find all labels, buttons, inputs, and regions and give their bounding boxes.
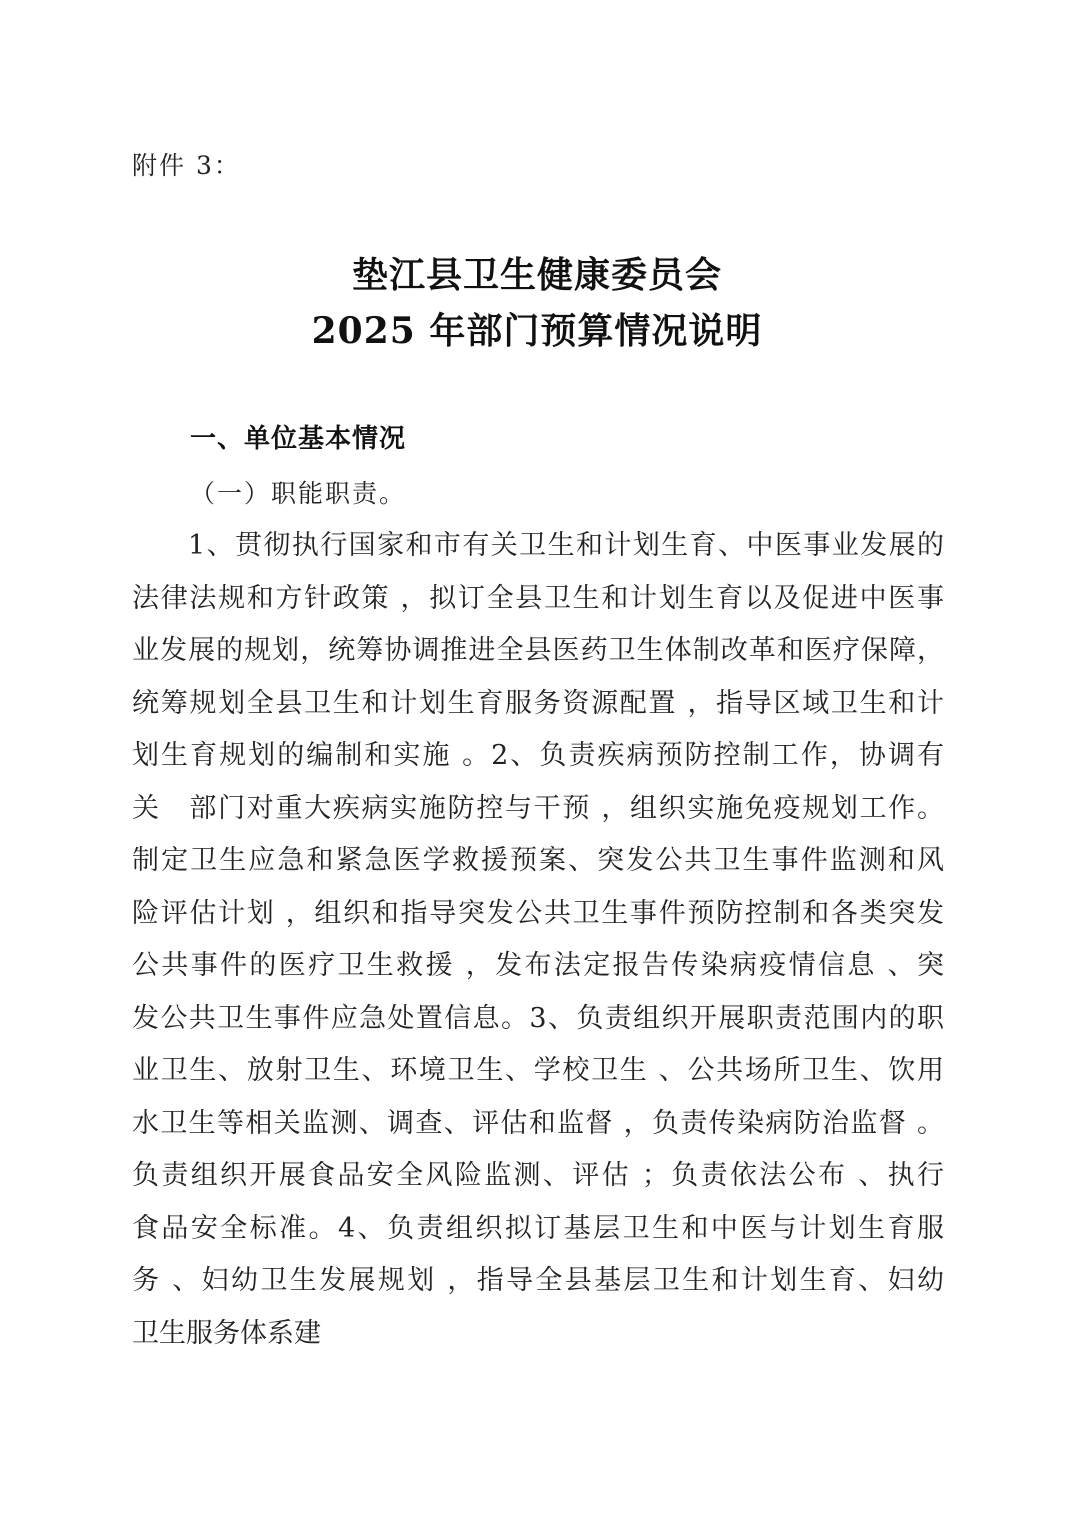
body-line: 制定卫生应急和紧急医学救援预案、突发公共卫生事件监测和风	[132, 845, 944, 876]
body-line: 业发展的规划，统筹协调推进全县医药卫生体制改革和医疗保障，	[132, 635, 944, 666]
subsection-heading: （一）职能职责。	[190, 479, 407, 508]
document-title-line1: 垫江县卫生健康委员会	[351, 254, 722, 296]
body-line: 险评估计划 ，组织和指导突发公共卫生事件预防控制和各类突发	[132, 897, 944, 929]
body-line: 卫生服务体系建	[132, 1317, 321, 1349]
body-line: 务 、妇幼卫生发展规划 ，指导全县基层卫生和计划生育、妇幼	[132, 1265, 944, 1296]
body-line: 水卫生等相关监测、调查、评估和监督 ，负责传染病防治监督 。	[132, 1107, 944, 1139]
body-line: 划生育规划的编制和实施 。2、负责疾病预防控制工作，协调有	[132, 740, 944, 771]
document-title-line2: 2025 年部门预算情况说明	[311, 310, 763, 352]
attachment-label: 附件 3：	[132, 151, 241, 180]
body-line: 法律法规和方针政策 ，拟订全县卫生和计划生育以及促进中医事	[132, 582, 944, 614]
body-line: 1、贯彻执行国家和市有关卫生和计划生育、中医事业发展的	[188, 530, 944, 561]
body-line: 负责组织开展食品安全风险监测、评估 ；负责依法公布 、执行	[132, 1160, 944, 1191]
body-paragraph	[132, 520, 944, 1360]
body-line: 关 部门对重大疾病实施防控与干预 ，组织实施免疫规划工作。	[132, 792, 944, 824]
body-line: 公共事件的医疗卫生救援 ，发布法定报告传染病疫情信息 、突	[132, 950, 944, 981]
body-line: 食品安全标准。4、负责组织拟订基层卫生和中医与计划生育服	[132, 1212, 944, 1244]
body-line: 发公共卫生事件应急处置信息。3、负责组织开展职责范围内的职	[132, 1002, 944, 1034]
section-heading: 一、单位基本情况	[190, 424, 407, 454]
body-line: 业卫生、放射卫生、环境卫生、学校卫生 、公共场所卫生、饮用	[132, 1055, 944, 1086]
body-line: 统筹规划全县卫生和计划生育服务资源配置 ，指导区域卫生和计	[132, 687, 944, 719]
